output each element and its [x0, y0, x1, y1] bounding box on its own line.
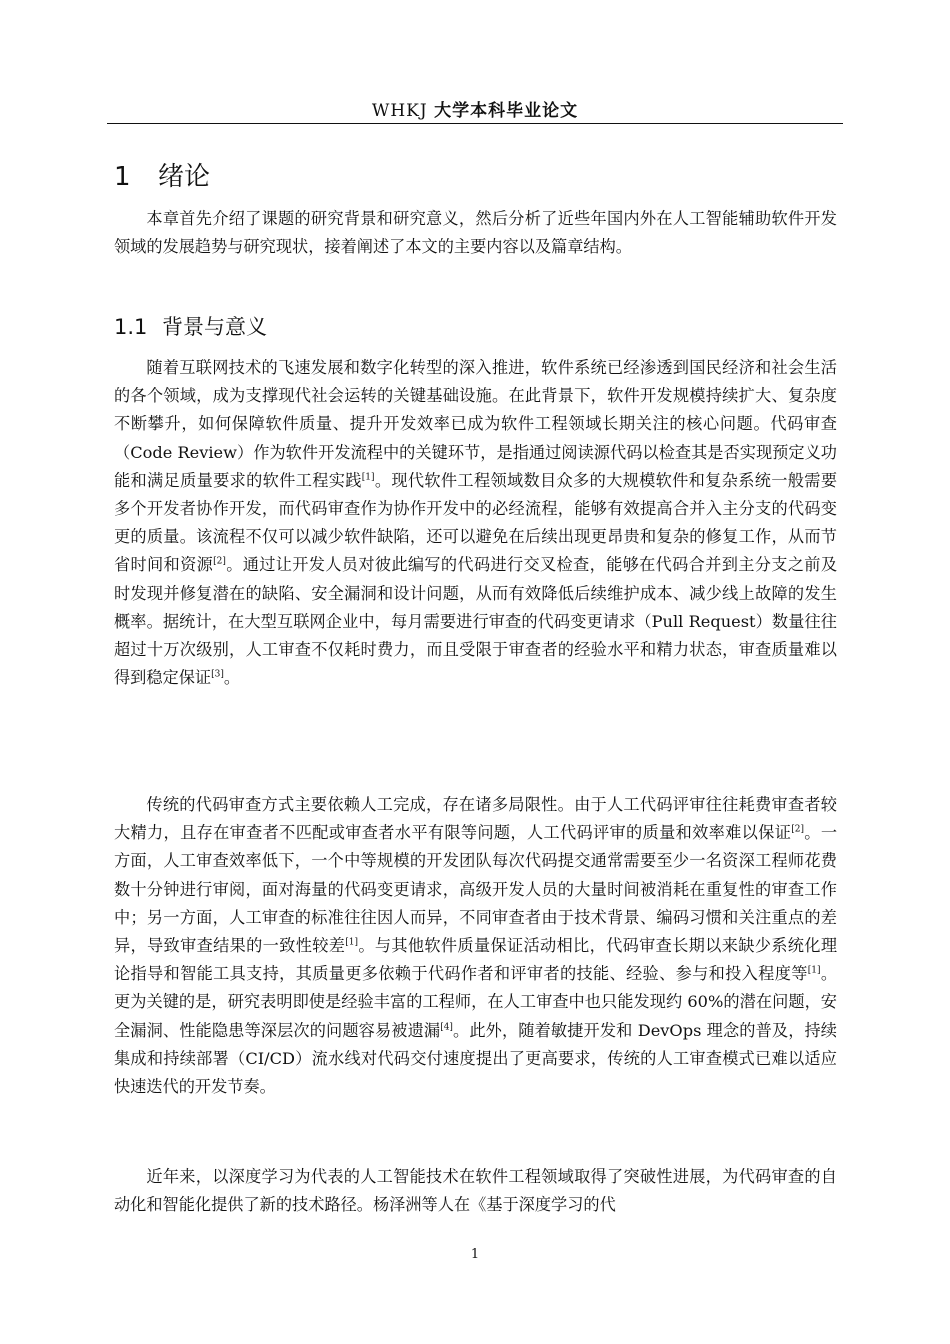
header-chinese: 大学本科毕业论文 — [434, 101, 579, 121]
citation: [2] — [791, 824, 804, 835]
p1-text-2: 。现代软件工程领域数目众多的大规模软件和复杂系统一般需要多个开发者协作开发，而代码审查作为协作开发中的必经流程，能够有效提高合并入主分支的代码变更的质量。该流程不仅可以减少软件缺陷，还可以避免在后续出现更昂贵和复杂的修复工作，从而节省时间和资源 — [114, 470, 838, 575]
header-rule — [107, 123, 843, 124]
body-paragraph-1 — [114, 354, 837, 692]
p2-text-4: 。更为关键的是，研究表明即使是经验丰富的工程师，在人工审查中也只能发现约 60%的潜在问题，安全漏洞、性能隐患等深层次的问题容易被遗漏 — [114, 964, 838, 1040]
chapter-heading — [114, 156, 210, 193]
intro-paragraph: 本章首先介绍了课题的研究背景和研究意义，然后分析了近些年国内外在人工智能辅助软件开发领域的发展趋势与研究现状，接着阐述了本文的主要内容以及篇章结构。 — [114, 209, 837, 257]
citation: [1] — [361, 472, 375, 483]
body-paragraph-2 — [114, 791, 837, 1101]
citation: [1] — [807, 965, 821, 976]
section-number: 1.1 — [114, 315, 148, 339]
body-paragraph-3: 近年来，以深度学习为代表的人工智能技术在软件工程领域取得了突破性进展，为代码审查的自动化和智能化提供了新的技术路径。杨泽洲等人在《基于深度学习的代 — [114, 1167, 837, 1215]
running-header — [107, 96, 843, 121]
chapter-number: 1 — [114, 162, 131, 192]
page-number: 1 — [470, 1247, 480, 1262]
header-latin: WHKJ — [371, 101, 428, 121]
p2-text-2: 。一方面，人工审查效率低下，一个中等规模的开发团队每次代码提交通常需要至少一名资深工程师花费数十分钟进行审阅，面对海量的代码变更请求，高级开发人员的大量时间被消耗在重复性的审查工作中；另一方面，人工审查的标准往往因人而异，不同审查者由于技术背景、编码习惯和关注重点的差异，导致审查结果的一致性较差 — [114, 823, 838, 956]
section-title: 背景与意义 — [162, 315, 267, 339]
citation: [3] — [211, 669, 224, 680]
p1-text-3: 。通过让开发人员对彼此编写的代码进行交叉检查，能够在代码合并到主分支之前及时发现并修复潜在的缺陷、安全漏洞和设计问题，从而有效降低后续维护成本、减少线上故障的发生概率。据统计，在大型互联网企业中，每月需要进行审查的代码变更请求（Pull Request）数量往往超过十万次级别，人工审查不仅耗时费力，而且受限于审查者的经验水平和精力状态，审查质量难以得到稳定保证 — [114, 555, 838, 688]
p2-text-3: 。与其他软件质量保证活动相比，代码审查长期以来缺少系统化理论指导和智能工具支持，其质量更多依赖于代码作者和评审者的技能、经验、参与和投入程度等 — [114, 936, 838, 984]
p2-text-1: 传统的代码审查方式主要依赖人工完成，存在诸多局限性。由于人工代码评审往往耗费审查者较大精力，且存在审查者不匹配或审查者水平有限等问题，人工代码评审的质量和效率难以保证 — [114, 795, 837, 843]
section-heading — [114, 311, 267, 341]
p1-text-1: 随着互联网技术的飞速发展和数字化转型的深入推进，软件系统已经渗透到国民经济和社会生活的各个领域，成为支撑现代社会运转的关键基础设施。在此背景下，软件开发规模持续扩大、复杂度不断攀升，如何保障软件质量、提升开发效率已成为软件工程领域长期关注的核心问题。代码审查（Code Review）作为软件开发流程中的关键环节，是指通过阅读源代码以检查其是否实现预定义功能和满足质量要求的软件工程实践 — [114, 358, 837, 490]
chapter-title: 绪论 — [158, 162, 211, 192]
p1-text-4: 。 — [223, 668, 241, 688]
citation: [4] — [440, 1022, 453, 1033]
p2-text-5: 。此外，随着敏捷开发和 DevOps 理念的普及，持续集成和持续部署（CI/CD）流水线对代码交付速度提出了更高要求，传统的人工审查模式已难以适应快速迭代的开发节奏。 — [114, 1020, 837, 1097]
citation: [2] — [213, 557, 226, 568]
citation: [1] — [345, 937, 358, 948]
